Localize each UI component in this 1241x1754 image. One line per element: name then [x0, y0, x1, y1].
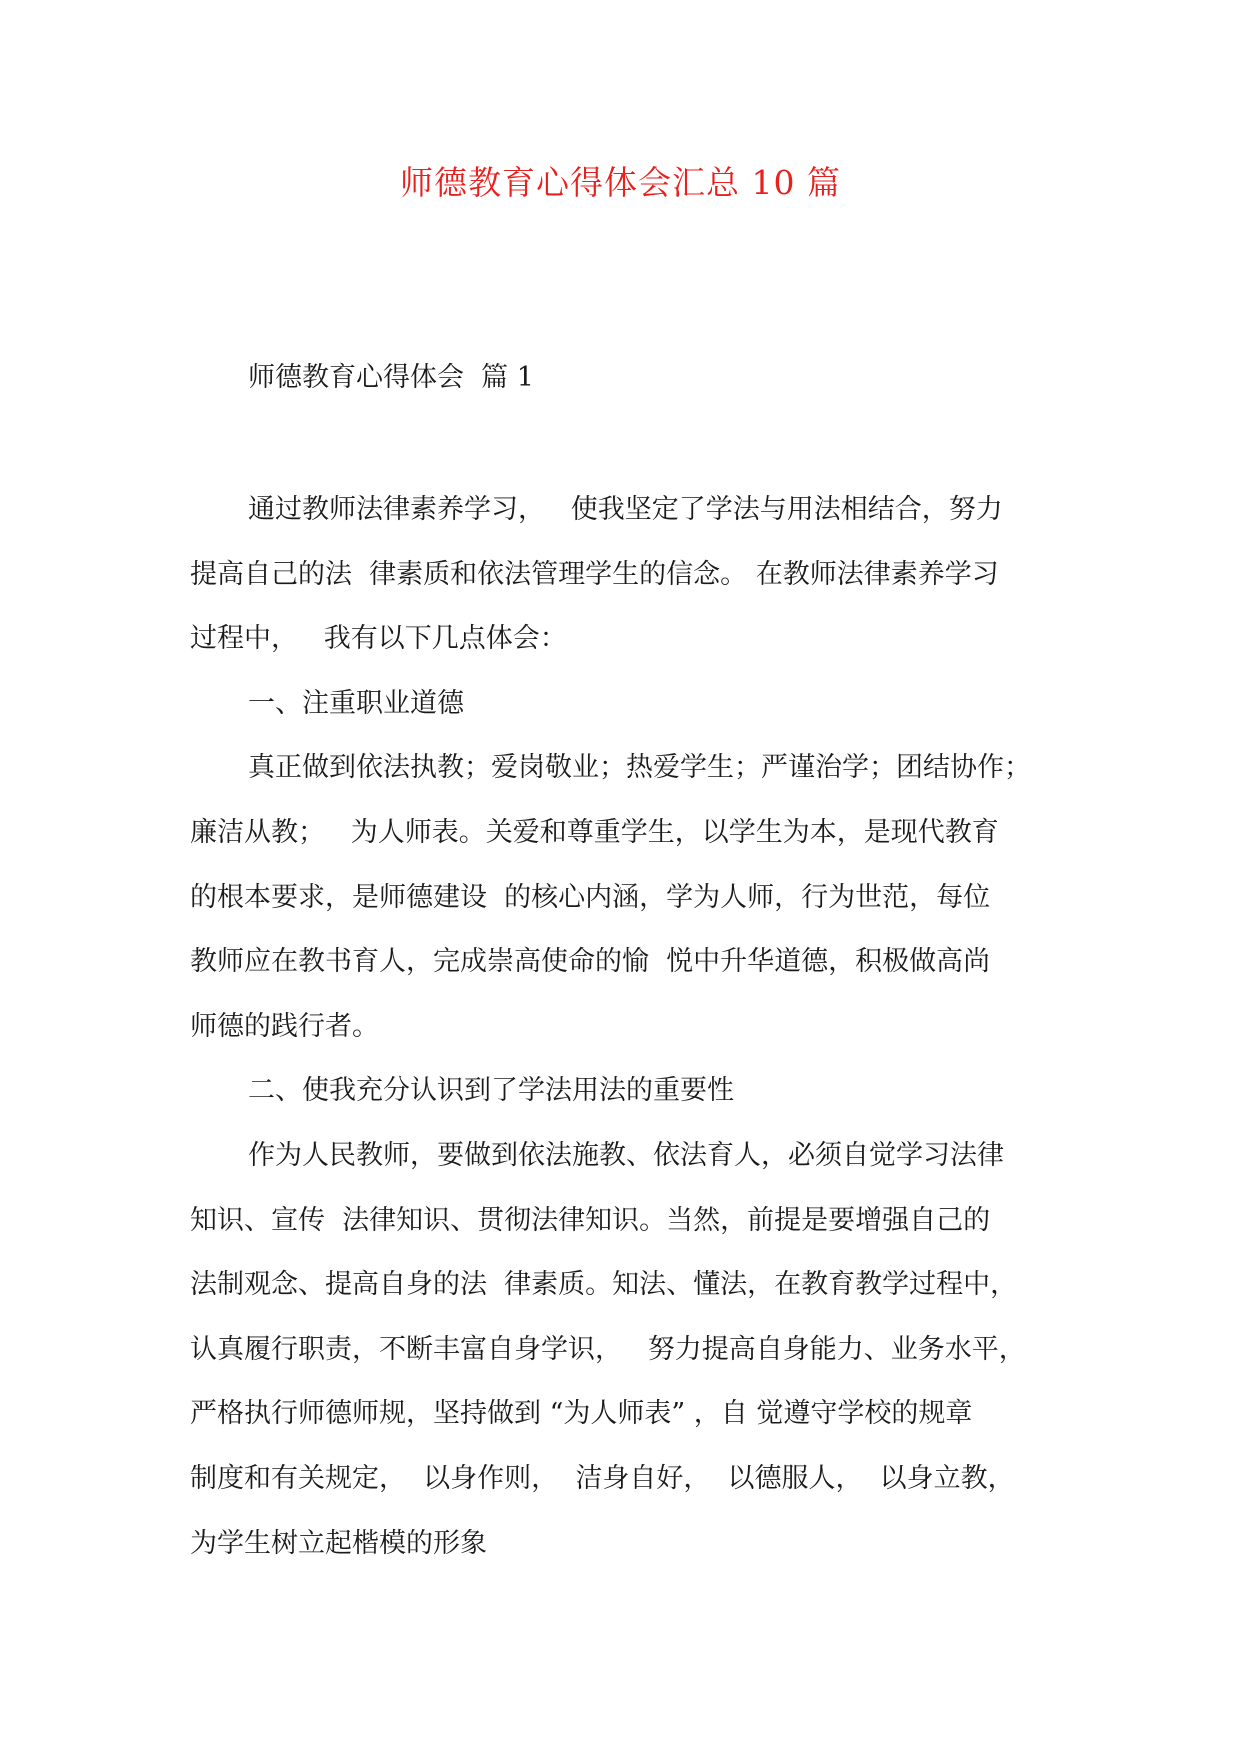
paragraph-line: 师德的践行者。 [190, 1010, 379, 1042]
paragraph-line: 教师应在教书育人，完成崇高使命的愉 悦中升华道德，积极做高尚 [190, 946, 991, 978]
paragraph-line: 法制观念、提高自身的法 律素质。知法、懂法，在教育教学过程中， [190, 1269, 1018, 1301]
paragraph-line: 认真履行职责，不断丰富自身学识， 努力提高自身能力、业务水平， [190, 1333, 1026, 1365]
document-body [190, 490, 1060, 1588]
paragraph-line: 真正做到依法执教；爱岗敬业；热爱学生；严谨治学；团结协作； [248, 752, 1031, 784]
document-title: 师德教育心得体会汇总 10 篇 [400, 163, 841, 202]
paragraph-line: 严格执行师德师规，坚持做到 “为人师表” ，自 觉遵守学校的规章 [190, 1398, 973, 1430]
paragraph-line: 作为人民教师，要做到依法施教、依法育人，必须自觉学习法律 [248, 1139, 1004, 1171]
paragraph-line: 知识、宣传 法律知识、贯彻法律知识。当然，前提是要增强自己的 [190, 1204, 991, 1236]
section-heading: 师德教育心得体会 篇 1 [248, 362, 534, 393]
paragraph-line: 提高自己的法 律素质和依法管理学生的信念。 在教师法律素养学习 [190, 558, 999, 590]
paragraph-line: 通过教师法律素养学习， 使我坚定了学法与用法相结合，努力 [248, 494, 1003, 525]
paragraph-line: 廉洁从教； 为人师表。关爱和尊重学生，以学生为本，是现代教育 [190, 816, 999, 848]
paragraph-line: 的根本要求，是师德建设 的核心内涵，学为人师，行为世范，每位 [190, 881, 991, 913]
subheading-line: 一、注重职业道德 [248, 687, 464, 719]
paragraph-line: 过程中， 我有以下几点体会： [190, 623, 567, 655]
paragraph-line: 制度和有关规定， 以身作则， 洁身自好， 以德服人， 以身立教， [190, 1462, 1015, 1494]
subheading-line: 二、使我充分认识到了学法用法的重要性 [248, 1075, 734, 1107]
paragraph-line: 为学生树立起楷模的形象 [190, 1527, 487, 1559]
